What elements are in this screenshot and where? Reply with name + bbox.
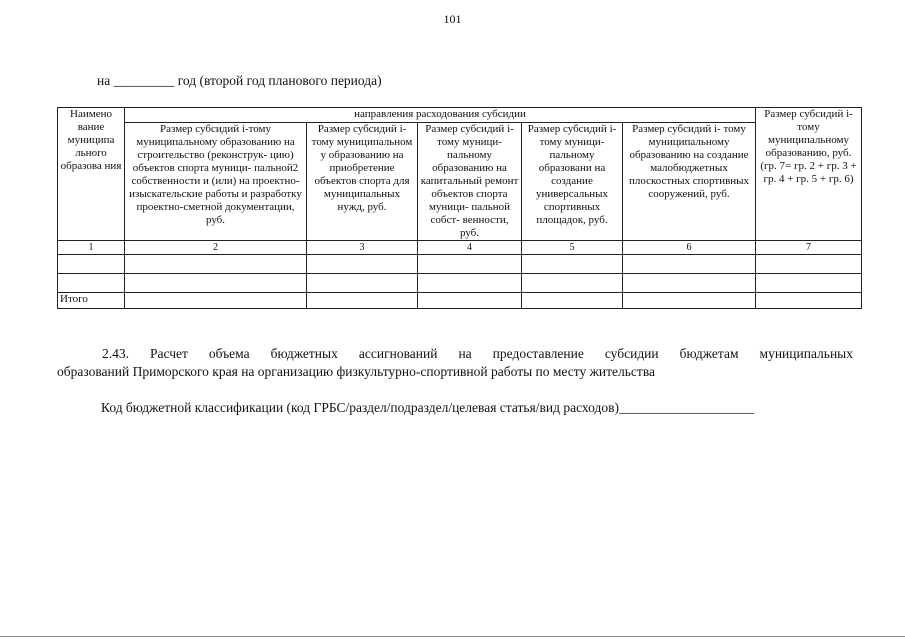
paragraph-line-2: образований Приморского края на организацию физкультурно-спортивной работы по месту жительства	[57, 364, 656, 379]
table-row	[58, 274, 862, 293]
table-cell	[522, 293, 623, 309]
table-cell	[623, 293, 756, 309]
header-row-1	[58, 108, 862, 123]
table-cell	[418, 255, 522, 274]
year-line: на _________ год (второй год планового периода)	[97, 73, 382, 88]
table-cell	[756, 255, 862, 274]
header-row-2	[58, 123, 862, 241]
subsidy-table	[57, 107, 862, 309]
paragraph-line-1: 2.43. Расчет объема бюджетных ассигнований на предоставление субсидии бюджетам муниципальных	[102, 346, 853, 361]
universal-grounds-header: Размер субсидий i- тому муници- пальному образовани на создание универсальных спортивных площадок, руб.	[522, 123, 623, 241]
column-number: 1	[58, 241, 125, 255]
column-number: 3	[307, 241, 418, 255]
page-number: 101	[443, 12, 462, 26]
column-number: 6	[623, 241, 756, 255]
direction-header: направления расходования субсидии	[125, 108, 756, 123]
column-number: 5	[522, 241, 623, 255]
total-row	[58, 293, 862, 309]
column-number: 7	[756, 241, 862, 255]
table-cell	[307, 293, 418, 309]
municipality-header: Наимено вание муниципа льного образова ния	[58, 108, 125, 241]
total-subsidy-header: Размер субсидий i-тому муниципальному образованию, руб. (гр. 7= гр. 2 + гр. 3 + гр. 4 + гр. 5 + гр. 6)	[756, 108, 862, 241]
table-cell	[418, 293, 522, 309]
planar-facilities-header: Размер субсидий i- тому муниципальному образованию на создание малобюджетных плоскостных спортивных сооружений, руб.	[623, 123, 756, 241]
table-cell	[307, 255, 418, 274]
table-cell	[125, 274, 307, 293]
table-cell	[418, 274, 522, 293]
column-number: 4	[418, 241, 522, 255]
table-row	[58, 255, 862, 274]
table-cell	[307, 274, 418, 293]
total-label: Итого	[58, 293, 125, 309]
construction-header: Размер субсидий i-тому муниципальному образованию на строительство (реконструк- цию) объектов спорта муници- пальной2 собственности и (или) на проектно- изыскательские работы и разработку проектно-сметной документации, руб.	[125, 123, 307, 241]
column-number-row	[58, 241, 862, 255]
table-cell	[756, 293, 862, 309]
table-cell	[58, 255, 125, 274]
budget-code-line: Код бюджетной классификации (код ГРБС/раздел/подраздел/целевая статья/вид расходов)____________________	[101, 400, 754, 415]
table-cell	[522, 274, 623, 293]
repair-header: Размер субсидий i-тому муници- пальному образованию на капитальный ремонт объектов спорта муници- пальной собст- венности, руб.	[418, 123, 522, 241]
acquisition-header: Размер субсидий i-тому муниципальном у образованию на приобретение объектов спорта для муниципальных нужд, руб.	[307, 123, 418, 241]
table-cell	[522, 255, 623, 274]
table-cell	[756, 274, 862, 293]
table-cell	[623, 274, 756, 293]
table-cell	[125, 293, 307, 309]
section-paragraph	[57, 345, 853, 381]
column-number: 2	[125, 241, 307, 255]
table-cell	[58, 274, 125, 293]
table-cell	[623, 255, 756, 274]
table-cell	[125, 255, 307, 274]
page-bottom-rule	[0, 636, 905, 637]
